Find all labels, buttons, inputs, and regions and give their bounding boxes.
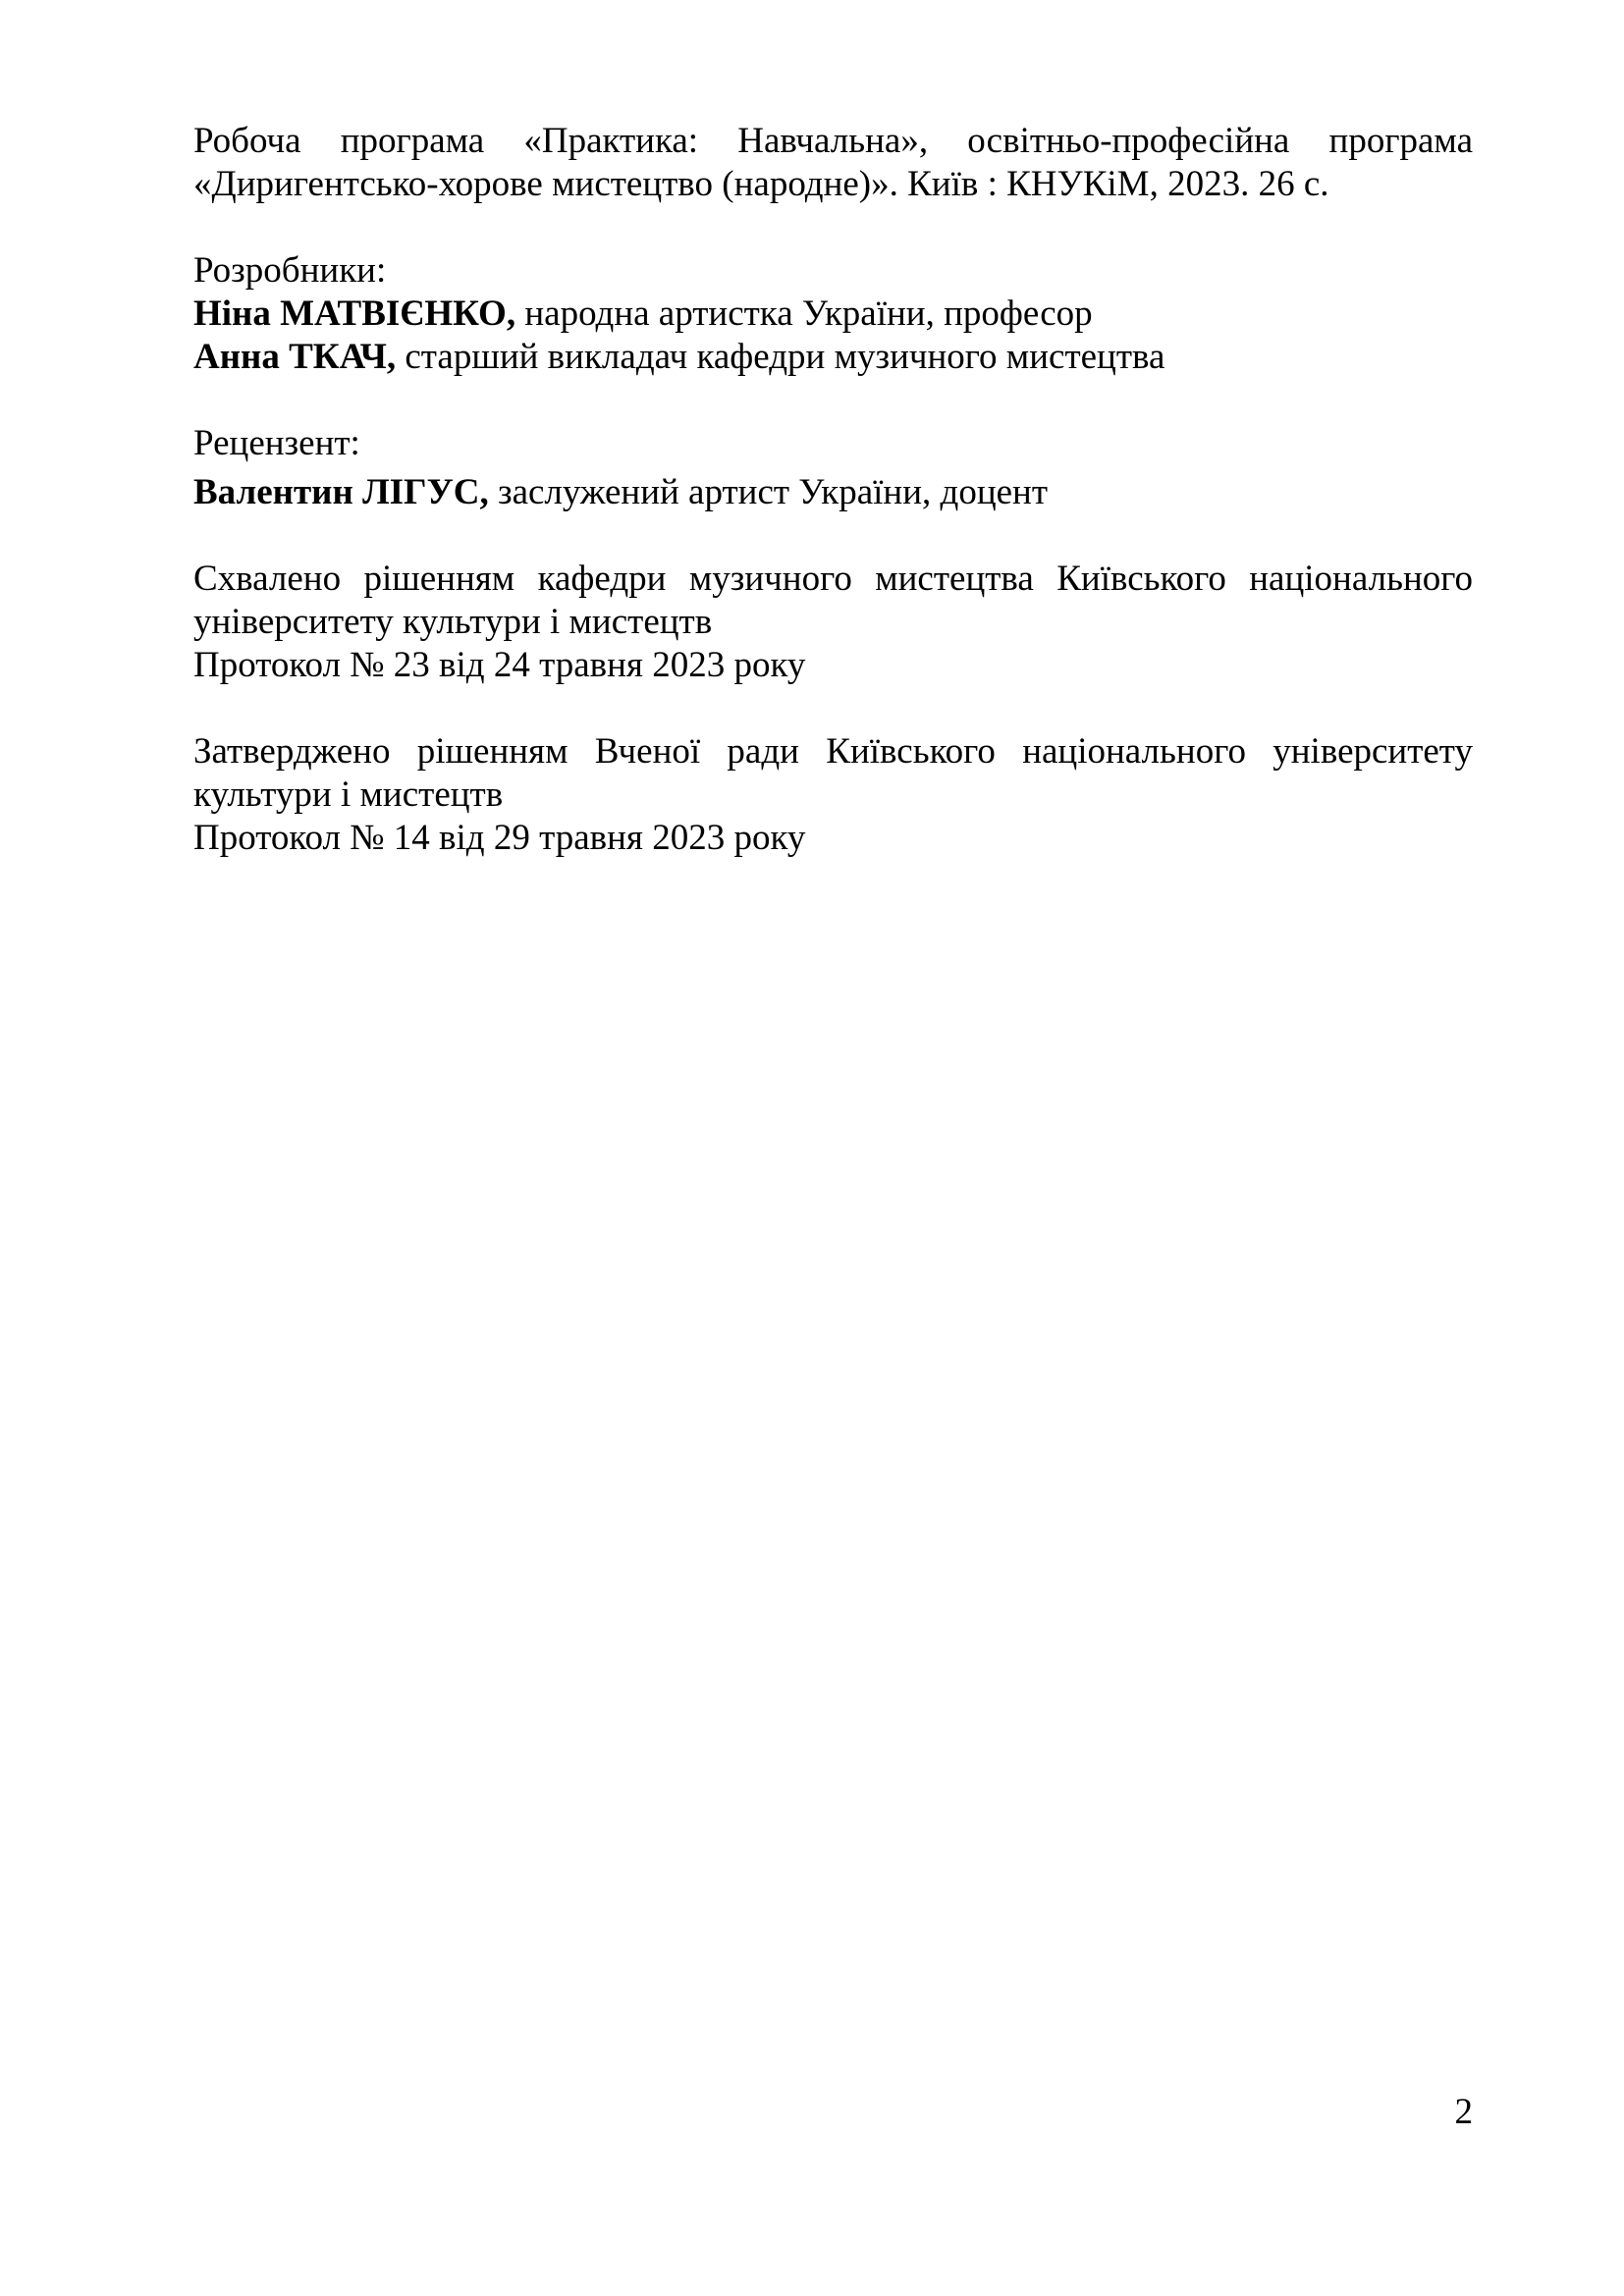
developer-name: Анна ТКАЧ, [193,337,397,377]
department-approval-line-2: університету культури і мистецтв [193,602,713,642]
department-approval-line-1: Схвалено рішенням кафедри музичного мистецтва Київського національного [193,559,1473,599]
reviewer-label: Рецензент: [193,423,360,463]
reviewer-role: заслужений артист України, доцент [488,472,1049,512]
developers-label: Розробники: [193,250,387,291]
reviewer-name: Валентин ЛІГУС, [193,472,489,512]
council-approval-protocol: Протокол № 14 від 29 травня 2023 року [193,818,806,858]
page-content [193,120,1473,903]
developer-name: Ніна МАТВІЄНКО, [193,294,516,334]
council-approval-block [193,730,1473,860]
developer-entry [193,293,1473,336]
developers-block [193,249,1473,379]
page-number: 2 [1454,2092,1473,2132]
developer-role: старший викладач кафедри музичного мистецтва [396,337,1165,377]
department-approval-protocol: Протокол № 23 від 24 травня 2023 року [193,645,806,685]
citation-line-2: «Диригентсько-хорове мистецтво (народне)». Київ : КНУКіМ, 2023. 26 с. [193,164,1329,204]
developer-entry [193,336,1473,379]
council-approval-line-2: культури і мистецтв [193,774,504,815]
developer-role: народна артистка України, професор [515,294,1093,334]
citation-block [193,120,1473,206]
reviewer-entry [193,471,1473,514]
council-approval-line-1: Затверджено рішенням Вченої ради Київського національного університету [193,731,1473,772]
citation-line-1: Робоча програма «Практика: Навчальна», освітньо-професійна програма [193,121,1473,161]
reviewer-block [193,422,1473,514]
department-approval-block [193,558,1473,687]
